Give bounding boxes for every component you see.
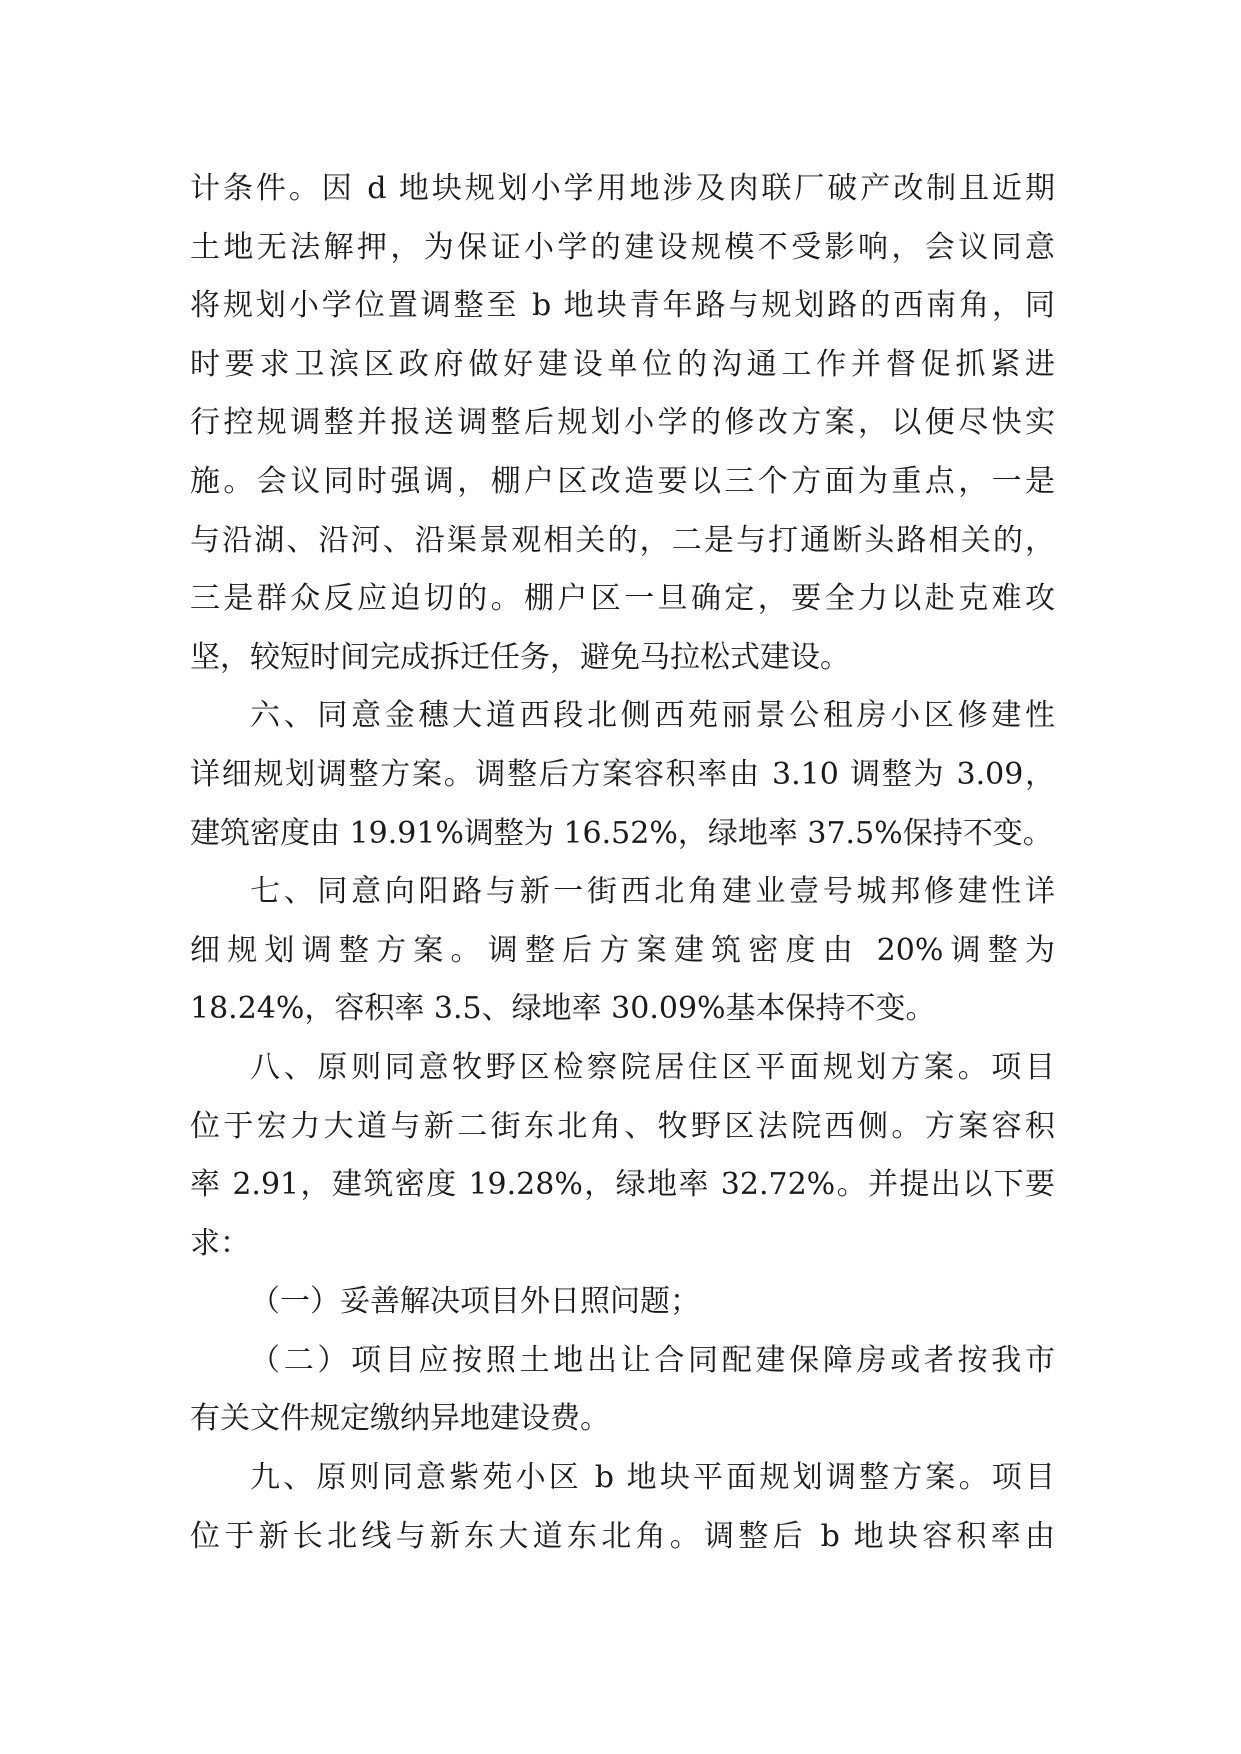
text-line: 九、原则同意紫苑小区 b 地块平面规划调整方案。项目 [250,1460,1055,1496]
text-line: 位于新长北线与新东大道东北角。调整后 b 地块容积率由 [190,1518,1055,1554]
document-body [190,160,1055,1566]
text-line: 18.24%，容积率 3.5、绿地率 30.09%基本保持不变。 [190,991,936,1027]
text-line: 计条件。因 d 地块规划小学用地涉及肉联厂破产改制且近期 [190,171,1055,206]
text-line: 施。会议同时强调，棚户区改造要以三个方面为重点，一是 [190,463,1055,499]
text-line: （二）项目应按照土地出让合同配建保障房或者按我市 [250,1342,1055,1378]
text-line: （一）妥善解决项目外日照问题； [250,1284,700,1320]
text-line: 六、同意金穗大道西段北侧西苑丽景公租房小区修建性 [250,698,1055,734]
text-line: 求： [190,1225,250,1261]
text-line: 详细规划调整方案。调整后方案容积率由 3.10 调整为 3.09， [190,756,1055,792]
text-line: 三是群众反应迫切的。棚户区一旦确定，要全力以赴克难攻 [190,581,1055,617]
text-line: 位于宏力大道与新二街东北角、牧野区法院西侧。方案容积 [190,1108,1055,1144]
text-line: 土地无法解押，为保证小学的建设规模不受影响，会议同意 [190,229,1055,265]
text-line: 有关文件规定缴纳异地建设费。 [190,1401,610,1437]
text-line: 七、同意向阳路与新一街西北角建业壹号城邦修建性详 [250,874,1055,910]
text-line: 坚，较短时间完成拆迁任务，避免马拉松式建设。 [190,639,850,675]
text-line: 时要求卫滨区政府做好建设单位的沟通工作并督促抓紧进 [190,346,1055,382]
text-line: 八、原则同意牧野区检察院居住区平面规划方案。项目 [250,1049,1055,1085]
text-line: 行控规调整并报送调整后规划小学的修改方案，以便尽快实 [190,405,1055,441]
text-line: 与沿湖、沿河、沿渠景观相关的，二是与打通断头路相关的， [190,522,1055,558]
text-line: 细规划调整方案。调整后方案建筑密度由 20%调整为 [190,932,1055,968]
text-line: 建筑密度由 19.91%调整为 16.52%，绿地率 37.5%保持不变。 [190,815,1053,851]
text-line: 率 2.91，建筑密度 19.28%，绿地率 32.72%。并提出以下要 [190,1167,1055,1203]
text-line: 将规划小学位置调整至 b 地块青年路与规划路的西南角，同 [190,288,1055,324]
